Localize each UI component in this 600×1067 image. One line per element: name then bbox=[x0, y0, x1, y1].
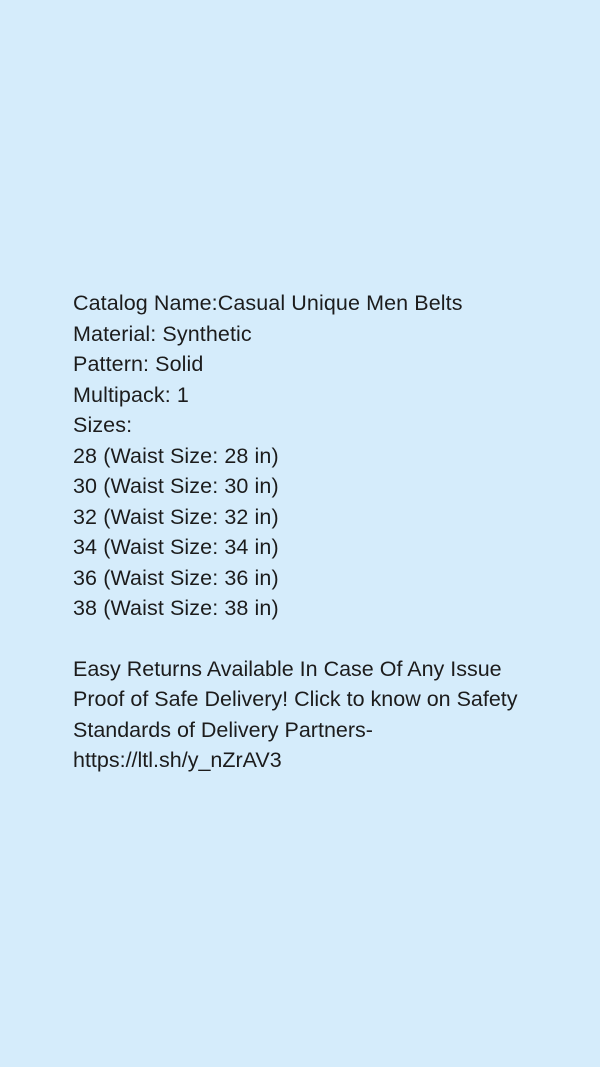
size-item: 38 (Waist Size: 38 in) bbox=[73, 596, 279, 620]
paragraph-spacer bbox=[73, 624, 573, 654]
sizes-label: Sizes: bbox=[73, 413, 133, 437]
pattern-line: Pattern: Solid bbox=[73, 352, 204, 376]
multipack-line: Multipack: 1 bbox=[73, 382, 189, 407]
size-item: 28 (Waist Size: 28 in) bbox=[73, 443, 279, 468]
size-item: 32 (Waist Size: 32 in) bbox=[73, 504, 279, 529]
material-line: Material: Synthetic bbox=[73, 321, 252, 346]
size-item: 34 (Waist Size: 34 in) bbox=[73, 535, 279, 559]
size-item: 30 (Waist Size: 30 in) bbox=[73, 474, 279, 498]
size-item: 36 (Waist Size: 36 in) bbox=[73, 565, 279, 590]
product-description-block bbox=[73, 288, 573, 776]
catalog-name-line: Catalog Name:Casual Unique Men Belts bbox=[73, 291, 463, 315]
delivery-proof-paragraph: Proof of Safe Delivery! Click to know on Safety Standards of Delivery Partners- https://ltl.sh/y_nZrAV3 bbox=[73, 687, 518, 772]
returns-paragraph: Easy Returns Available In Case Of Any Issue bbox=[73, 656, 502, 681]
